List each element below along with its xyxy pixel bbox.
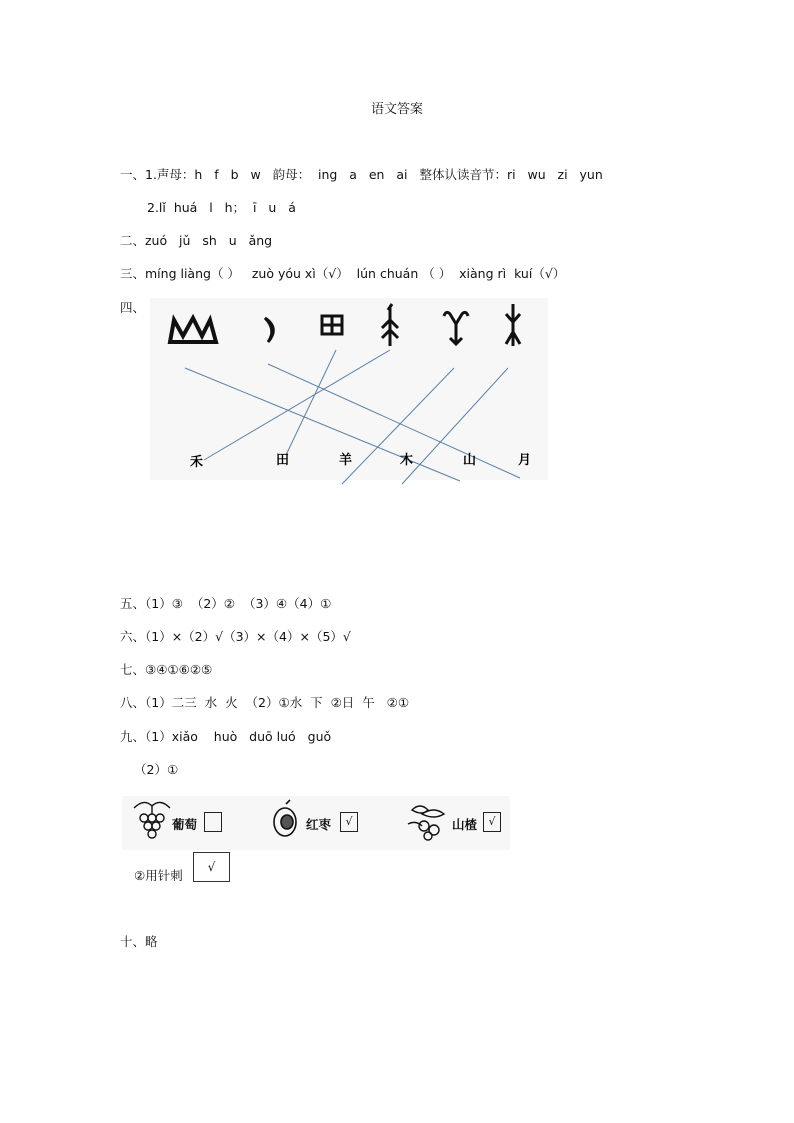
field-glyph xyxy=(322,316,342,334)
page-title: 语文答案 xyxy=(370,102,423,117)
char-mu: 木 xyxy=(400,453,414,468)
answer-9-line-1: 九、（1）xiǎo huò duō luó guǒ xyxy=(120,729,332,744)
answer-7: 七、③④①⑥②⑤ xyxy=(120,662,213,677)
match-line-field xyxy=(286,350,336,455)
fruit-checklist xyxy=(122,796,510,850)
match-line-moon xyxy=(268,364,520,478)
jujube-icon xyxy=(274,800,296,836)
answer-5: 五、（1）③ （2）② （3）④（4）① xyxy=(120,596,332,611)
char-he: 禾 xyxy=(190,455,204,470)
answer-9-line-2: （2）① xyxy=(134,762,179,777)
checkbox-pin[interactable]: √ xyxy=(193,852,230,882)
char-shan: 山 xyxy=(463,453,477,468)
grain-glyph xyxy=(382,304,398,346)
answer-1-line-1: 一、1.声母：h f b w 韵母： ing a en ai 整体认读音节：ri wu zi yun xyxy=(120,167,603,182)
char-yang: 羊 xyxy=(339,453,353,468)
answer-2: 二、zuó jǔ sh u ǎng xyxy=(120,233,273,248)
answer-8: 八、（1）二三 水 火 （2）①水 下 ②日 午 ②① xyxy=(120,695,410,710)
matching-exercise xyxy=(150,298,548,480)
sheep-glyph xyxy=(444,312,468,344)
answer-10: 十、略 xyxy=(120,934,158,949)
tree-glyph xyxy=(506,304,520,346)
match-line-tree xyxy=(402,368,508,484)
checkbox-jujube[interactable]: √ xyxy=(340,812,358,832)
match-line-grain xyxy=(204,350,390,460)
answer-9-line-3: ②用针刺 xyxy=(134,868,183,883)
match-line-mountain xyxy=(185,368,460,481)
mountain-glyph xyxy=(170,318,216,342)
match-line-sheep xyxy=(342,368,454,484)
moon-glyph xyxy=(265,318,273,342)
grape-icon xyxy=(134,802,170,838)
matching-figure xyxy=(150,298,548,488)
checkbox-grape[interactable] xyxy=(204,812,222,832)
checkbox-hawthorn[interactable]: √ xyxy=(483,812,501,832)
fruit-label-hawthorn: 山楂 xyxy=(452,817,478,832)
answer-3: 三、míng liàng（ ） zuò yóu xì（√） lún chuán （ ） xiàng rì kuí（√） xyxy=(120,266,566,281)
fruit-label-jujube: 红枣 xyxy=(306,817,332,832)
fruit-label-grape: 葡萄 xyxy=(172,817,198,832)
answer-1-line-2: 2.lǐ huá l h； ī u á xyxy=(147,200,296,215)
answer-6: 六、（1）×（2）√（3）×（4）×（5）√ xyxy=(120,629,351,644)
hawthorn-icon xyxy=(408,806,444,840)
answer-4-label: 四、 xyxy=(120,300,146,315)
char-tian: 田 xyxy=(276,453,290,468)
char-yue: 月 xyxy=(518,453,532,468)
